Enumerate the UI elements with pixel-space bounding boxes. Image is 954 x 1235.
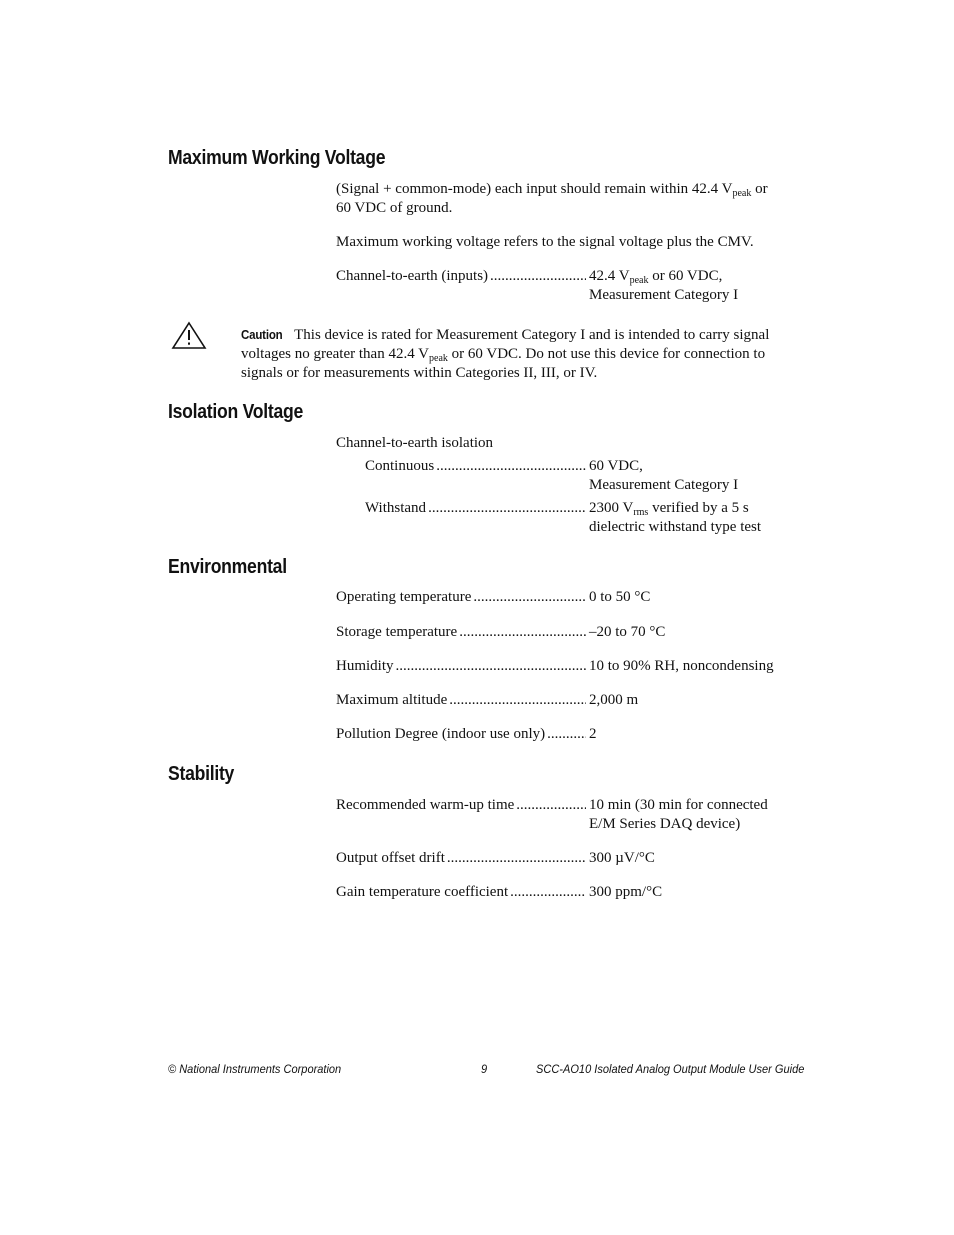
- heading-maximum-working-voltage: Maximum Working Voltage: [168, 147, 386, 169]
- mwv-paragraph-2: Maximum working voltage refers to the signal voltage plus the CMV.: [336, 234, 754, 250]
- heading-isolation-voltage: Isolation Voltage: [168, 401, 304, 423]
- footer-document-title: SCC-AO10 Isolated Analog Output Module User Guide: [536, 1062, 805, 1076]
- caution-label: Caution: [241, 328, 283, 342]
- mwv-paragraph-1: (Signal + common-mode) each input should remain within 42.4 $V_{peak}$ or 60 VDC of ground.: [336, 181, 768, 216]
- heading-stability: Stability: [168, 763, 235, 785]
- caution-warning-icon: [171, 320, 207, 350]
- footer-copyright: © National Instruments Corporation: [168, 1062, 342, 1076]
- caution-note: Caution This device is rated for Measurement Category I and is intended to carry signal voltages no greater than 42.4 $V_{peak}$ or 60 VDC. Do not use this device for connection to signals or for measurements within Categories II, III, or IV.: [241, 327, 770, 381]
- heading-environmental: Environmental: [168, 556, 287, 578]
- isolation-group-label: Channel-to-earth isolation: [336, 435, 494, 451]
- footer-page-number: 9: [481, 1062, 488, 1076]
